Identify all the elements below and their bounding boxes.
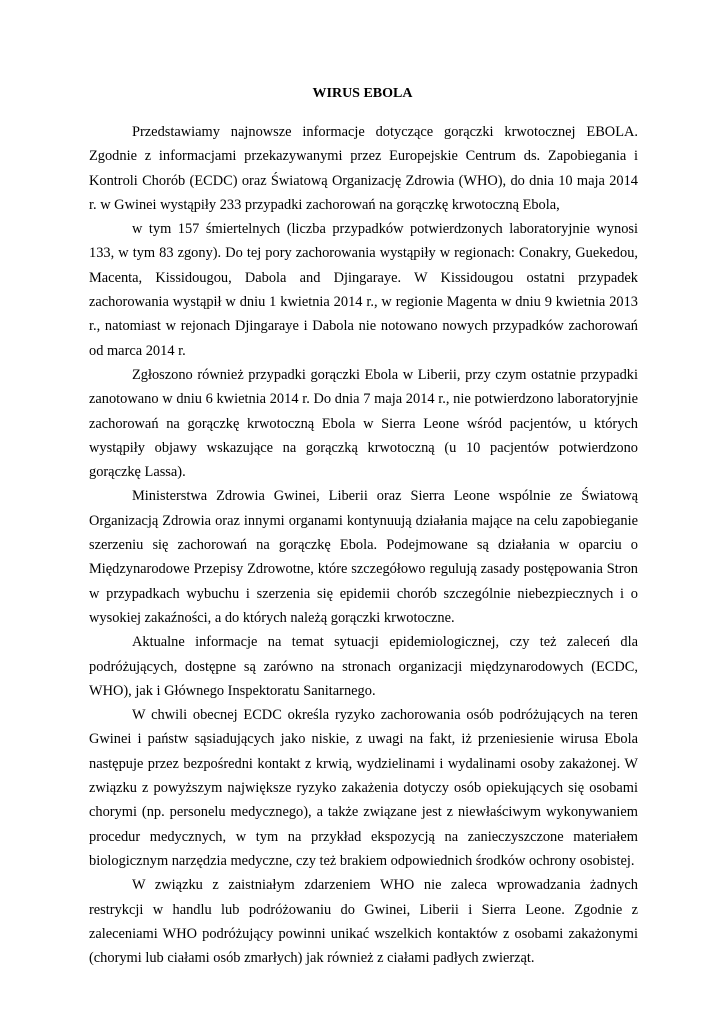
paragraph-intro: Przedstawiamy najnowsze informacje dotyczące gorączki krwotocznej EBOLA. Zgodnie z informacjami przekazywanymi przez Europejskie Centrum ds. Zapobiegania i Kontroli Chorób (ECDC) oraz Światową Organizację Zdrowia (WHO), do dnia 10 maja 2014 r. w Gwinei wystąpiły 233 przypadki zachorowań na gorączkę krwotoczną Ebola, <box>89 124 638 213</box>
paragraph-current-information: Aktualne informacje na temat sytuacji epidemiologicznej, czy też zaleceń dla podróżujących, dostępne są zarówno na stronach organizacji międzynarodowych (ECDC, WHO), jak i Głównego Inspektoratu Sanitarnego. <box>89 634 638 699</box>
document-title: WIRUS EBOLA <box>312 86 413 101</box>
paragraph-ministries-actions: Ministerstwa Zdrowia Gwinei, Liberii oraz Sierra Leone wspólnie ze Światową Organizacją Zdrowia oraz innymi organami kontynuują działania mające na celu zapobieganie szerzeniu się zachorowań na gorączkę Ebola. Podejmowane są działania w oparciu o Międzynarodowe Przepisy Zdrowotne, które szczegółowo regulują zasady postępowania Stron w przypadkach wybuchu i szerzenia się epidemii chorób szczególnie niebezpiecznych i o wysokiej zakaźności, a do których należą gorączki krwotoczne. <box>89 488 638 626</box>
paragraph-guinea-cases: w tym 157 śmiertelnych (liczba przypadków potwierdzonych laboratoryjnie wynosi 133, w tym 83 zgony). Do tej pory zachorowania wystąpiły w regionach: Conakry, Guekedou, Macenta, Kissidougou, Dabola and Djingaraye. W Kissidougou ostatni przypadek zachorowania wystąpił w dniu 1 kwietnia 2014 r., w regionie Magenta w dniu 9 kwietnia 2013 r., natomiast w rejonach Djingaraye i Dabola nie notowano nowych przypadków zachorowań od marca 2014 r. <box>89 221 638 359</box>
paragraph-risk-assessment: W chwili obecnej ECDC określa ryzyko zachorowania osób podróżujących na teren Gwinei i państw sąsiadujących jako niskie, z uwagi na fakt, iż przeniesienie wirusa Ebola następuje przez bezpośredni kontakt z krwią, wydzielinami i wydalinami osoby zakażonej. W związku z powyższym największe ryzyko zakażenia dotyczy osób opiekujących się osobami chorymi (np. personelu medycznego), a także związane jest z niewłaściwym wykonywaniem procedur medycznych, w tym na przykład ekspozycją na zanieczyszczone materiałem biologicznym narzędzia medyczne, czy też brakiem odpowiednich środków ochrony osobistej. <box>89 707 638 869</box>
paragraph-who-recommendations: W związku z zaistniałym zdarzeniem WHO nie zaleca wprowadzania żadnych restrykcji w handlu lub podróżowaniu do Gwinei, Liberii i Sierra Leone. Zgodnie z zaleceniami WHO podróżujący powinni unikać wszelkich kontaktów z osobami zakażonymi (chorymi lub ciałami osób zmarłych) jak również z ciałami padłych zwierząt. <box>89 877 638 967</box>
paragraph-liberia-sierra-leone: Zgłoszono również przypadki gorączki Ebola w Liberii, przy czym ostatnie przypadki zanotowano w dniu 6 kwietnia 2014 r. Do dnia 7 maja 2014 r., nie potwierdzono laboratoryjnie zachorowań na gorączkę krwotoczną Ebola w Sierra Leone wśród pacjentów, u których wystąpiły objawy wskazujące na gorączką krwotoczną (u 10 pacjentów potwierdzono gorączkę Lassa). <box>89 366 638 481</box>
document-body <box>89 120 638 970</box>
